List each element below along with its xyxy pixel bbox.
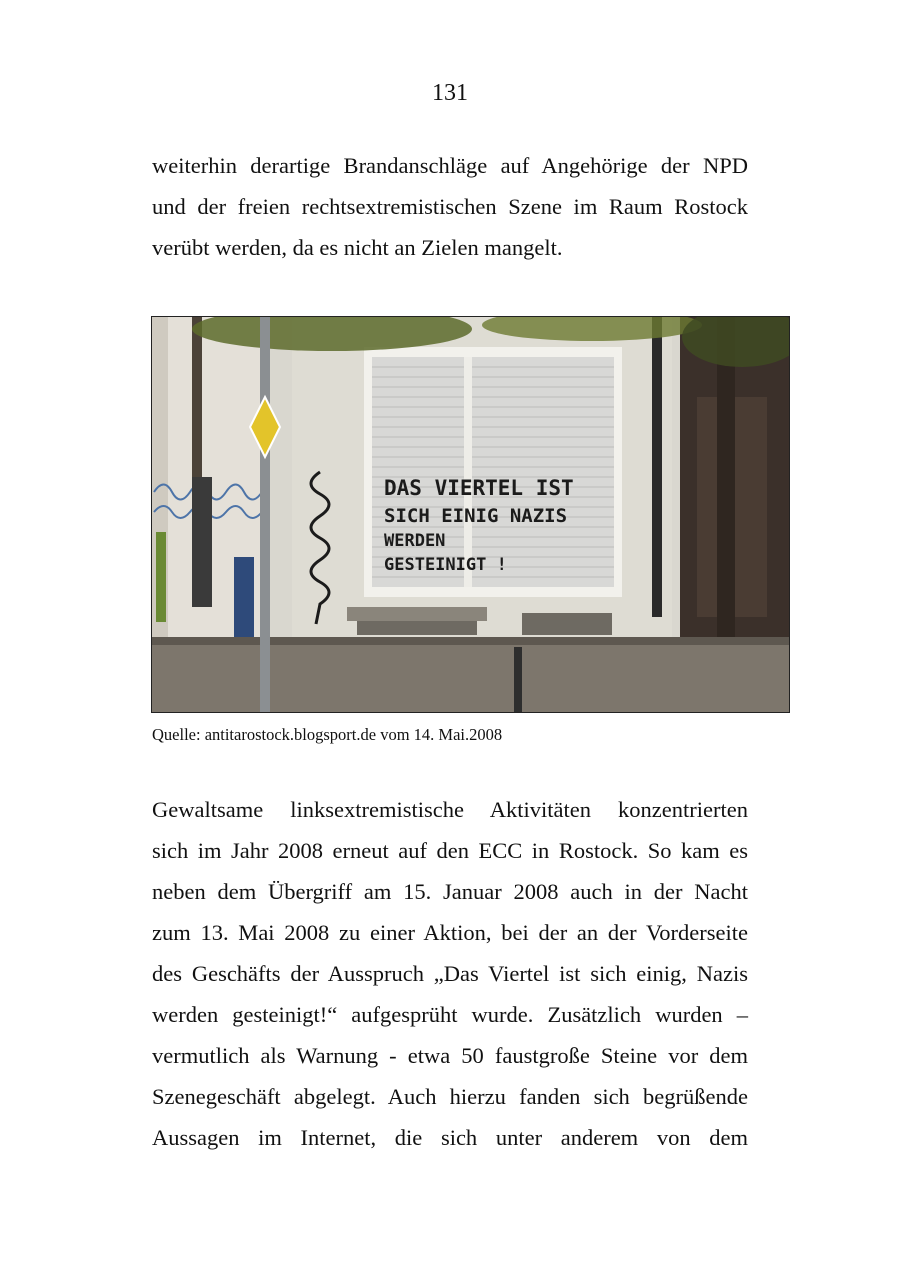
graffiti-photo	[151, 316, 790, 713]
paragraph-line: Szenegeschäft abgelegt. Auch hierzu fanden sich begrüßende	[152, 1084, 748, 1109]
paragraph-line: verübt werden, da es nicht an Zielen mangelt.	[152, 235, 563, 260]
paragraph-line: Aussagen im Internet, die sich unter anderem von dem	[152, 1125, 748, 1150]
paragraph-2	[152, 789, 748, 1158]
paragraph-line: und der freien rechtsextremistischen Szene im Raum Rostock	[152, 194, 748, 219]
paragraph-line: zum 13. Mai 2008 zu einer Aktion, bei der an der Vorderseite	[152, 920, 748, 945]
paragraph-line: neben dem Übergriff am 15. Januar 2008 auch in der Nacht	[152, 879, 748, 904]
graffiti-line: DAS VIERTEL IST	[384, 476, 574, 500]
shutter-left	[372, 357, 464, 587]
graffiti-line: GESTEINIGT !	[384, 555, 507, 575]
paragraph-line: sich im Jahr 2008 erneut auf den ECC in Rostock. So kam es	[152, 838, 748, 863]
sidewalk	[152, 637, 789, 712]
paragraph-line: Gewaltsame linksextremistische Aktivitäten konzentrierten	[152, 797, 748, 822]
paragraph-line: des Geschäfts der Ausspruch „Das Viertel ist sich einig, Nazis	[152, 961, 748, 986]
paragraph-1	[152, 145, 748, 268]
sign-pole	[260, 317, 270, 712]
shutter-right	[472, 357, 614, 587]
paragraph-line: weiterhin derartige Brandanschläge auf Angehörige der NPD	[152, 153, 748, 178]
graffiti-line: WERDEN	[384, 531, 446, 551]
figure-caption: Quelle: antitarostock.blogsport.de vom 14. Mai.2008	[152, 725, 503, 744]
page-number: 131	[432, 80, 468, 106]
paragraph-line: werden gesteinigt!“ aufgesprüht wurde. Zusätzlich wurden –	[152, 1002, 748, 1027]
paragraph-line: vermutlich als Warnung - etwa 50 faustgroße Steine vor dem	[152, 1043, 748, 1068]
graffiti-line: SICH EINIG NAZIS	[384, 505, 568, 527]
